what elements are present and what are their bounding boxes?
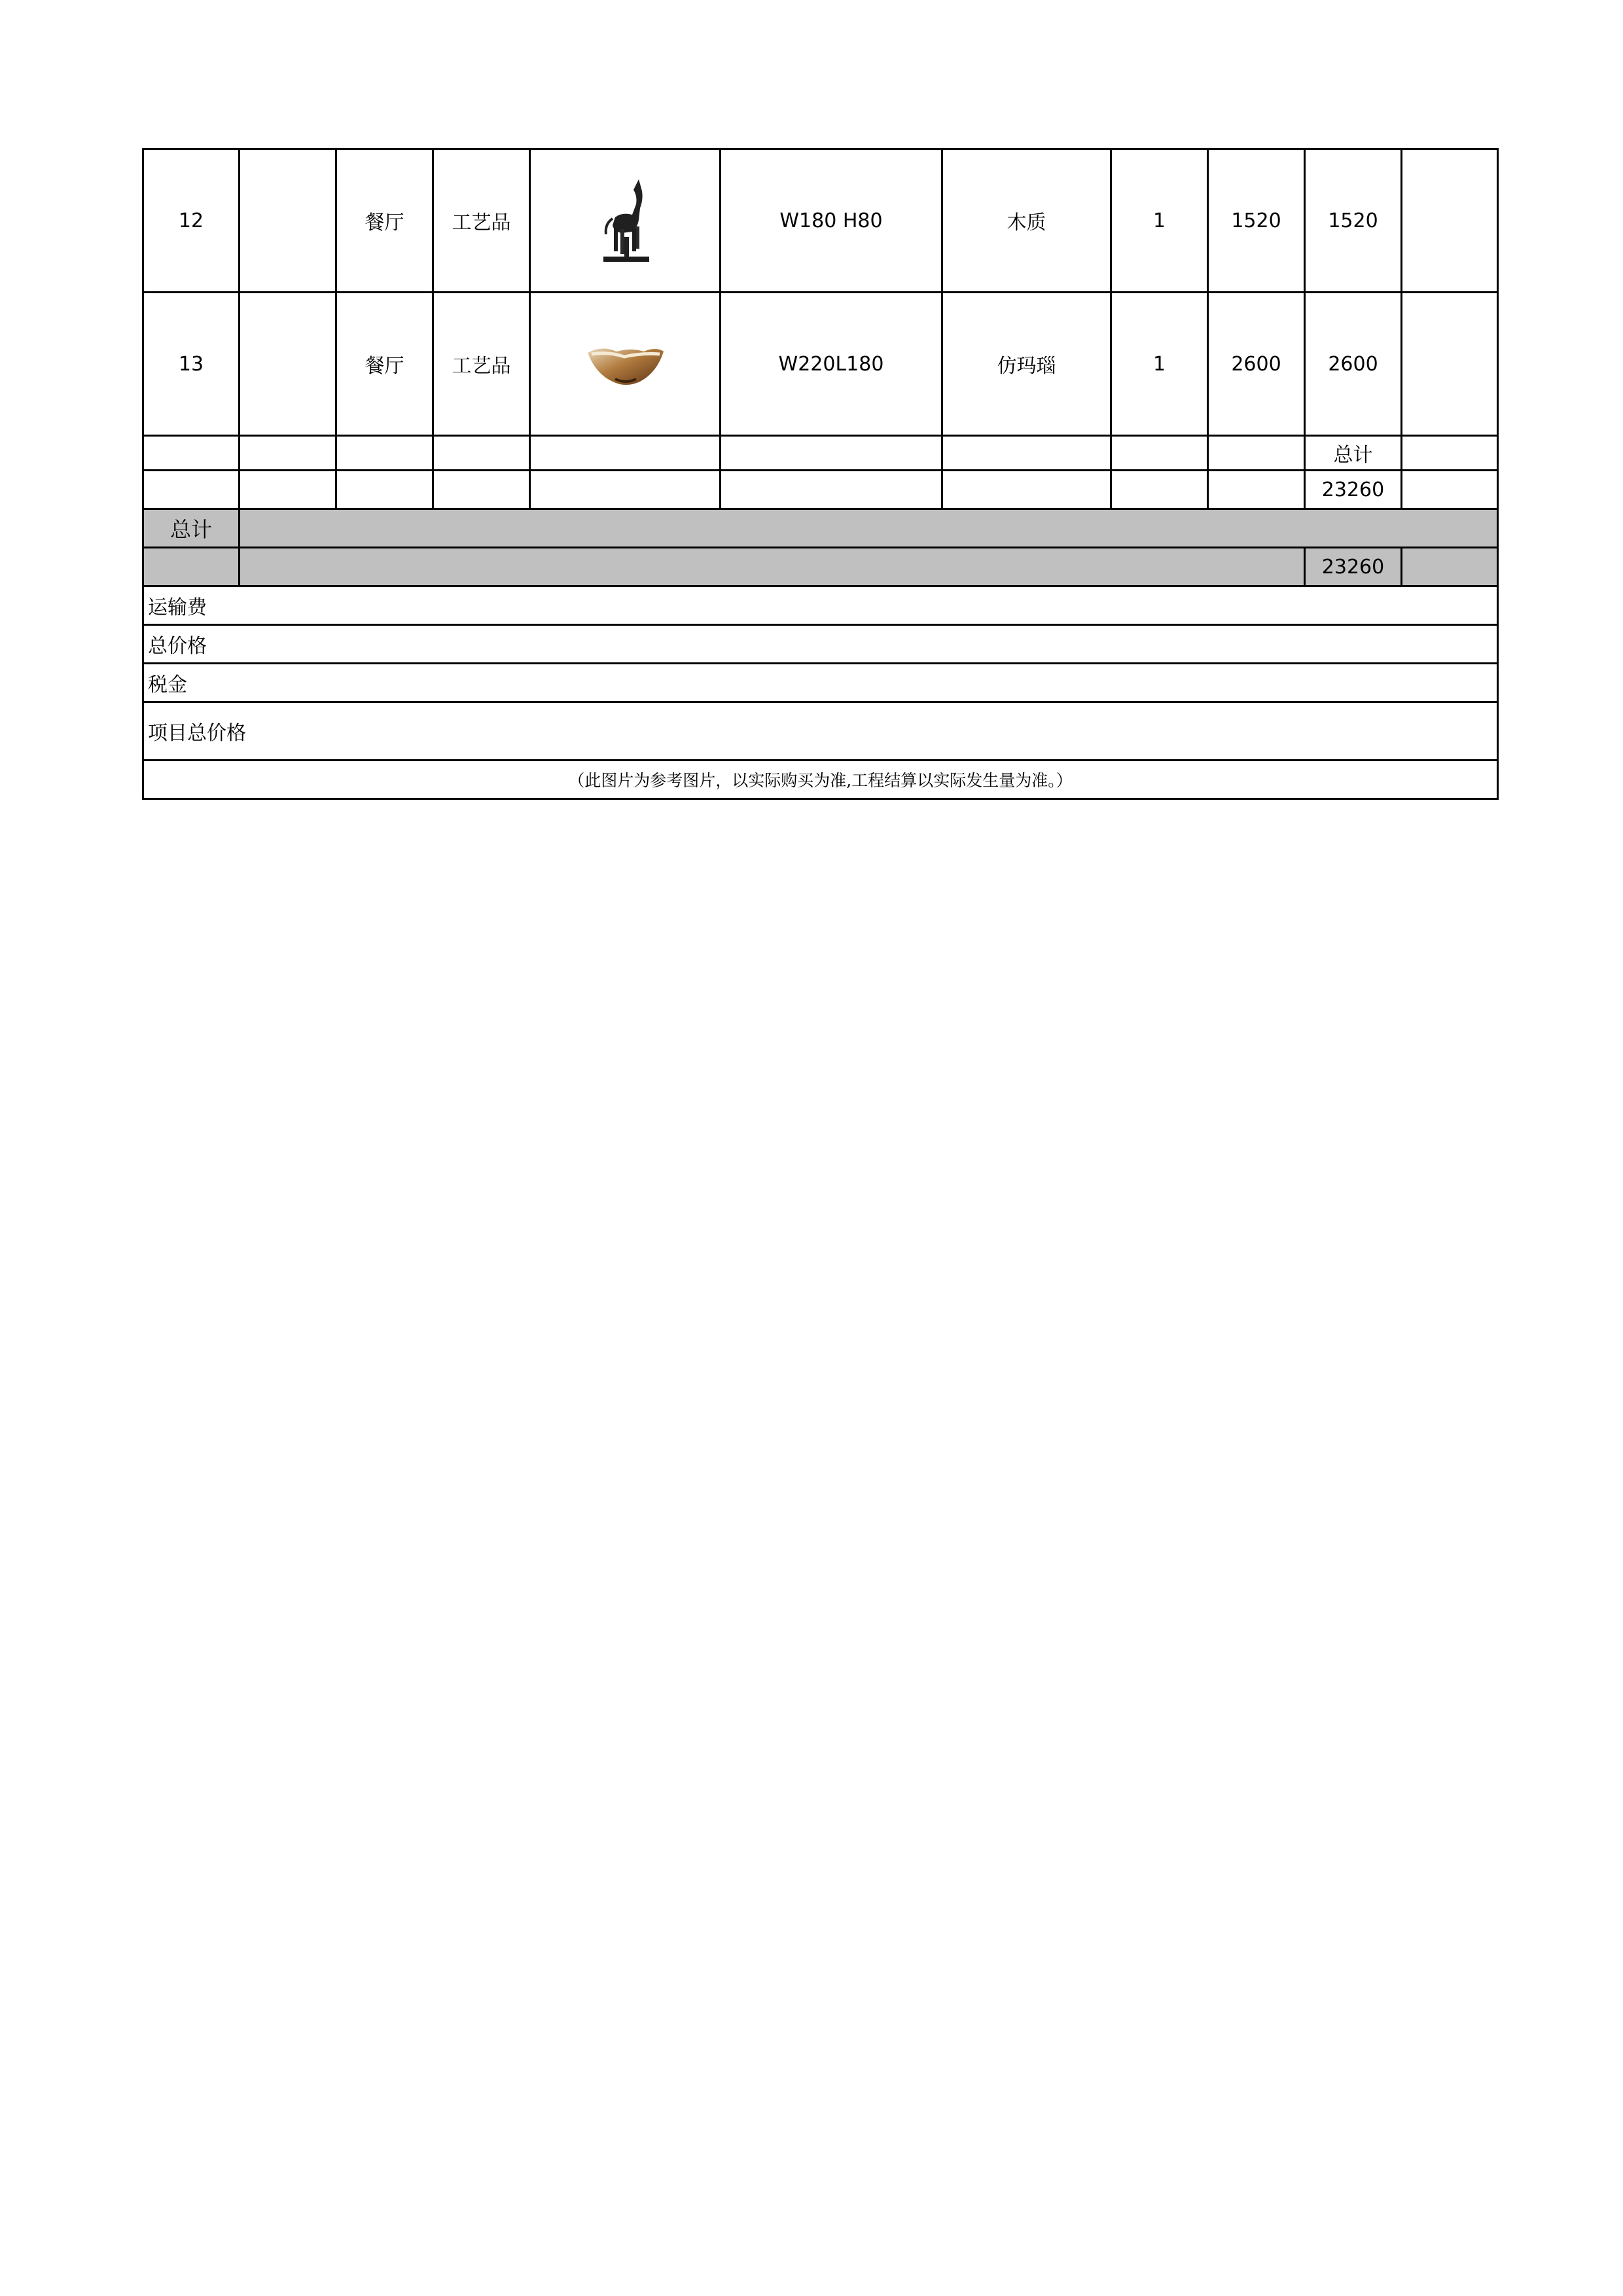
item-image-cell — [529, 291, 721, 437]
item-amount-cell: 2600 — [1304, 291, 1402, 437]
item-amount-cell: 1520 — [1304, 148, 1402, 293]
item-blank-cell — [238, 291, 337, 437]
item-material-cell: 木质 — [941, 148, 1112, 293]
item-size-cell: W180 H80 — [719, 148, 943, 293]
item-category-cell: 工艺品 — [432, 291, 531, 437]
empty-cell — [941, 469, 1112, 510]
subtotal-value: 23260 — [1304, 469, 1402, 510]
project-total-row: 项目总价格 — [142, 701, 1499, 761]
empty-cell — [432, 469, 531, 510]
empty-cell — [238, 469, 337, 510]
item-area-cell: 餐厅 — [335, 148, 434, 293]
item-quantity-cell: 1 — [1110, 148, 1209, 293]
item-quantity-cell: 1 — [1110, 291, 1209, 437]
item-unit-price-cell: 2600 — [1207, 291, 1306, 437]
empty-cell — [238, 435, 337, 471]
item-remark-cell — [1400, 291, 1499, 437]
empty-cell — [719, 435, 943, 471]
grand-total-header-band — [238, 508, 1499, 548]
empty-cell — [529, 469, 721, 510]
item-unit-price-cell: 1520 — [1207, 148, 1306, 293]
item-remark-cell — [1400, 148, 1499, 293]
quotation-table — [142, 148, 1499, 800]
item-category-cell: 工艺品 — [432, 148, 531, 293]
empty-cell — [1207, 469, 1306, 510]
empty-cell — [1400, 547, 1499, 587]
grand-total-value: 23260 — [1304, 547, 1402, 587]
item-number-cell: 12 — [142, 148, 240, 293]
empty-cell — [142, 469, 240, 510]
empty-cell — [335, 435, 434, 471]
item-image-cell — [529, 148, 721, 293]
total-price-row: 总价格 — [142, 624, 1499, 664]
empty-cell — [1400, 435, 1499, 471]
reference-note: （此图片为参考图片，以实际购买为准,工程结算以实际发生量为准。） — [142, 759, 1499, 800]
item-blank-cell — [238, 148, 337, 293]
empty-cell — [335, 469, 434, 510]
empty-cell — [432, 435, 531, 471]
grand-total-label: 总计 — [142, 508, 240, 548]
item-size-cell: W220L180 — [719, 291, 943, 437]
empty-cell — [1207, 435, 1306, 471]
agate-bowl-icon — [576, 315, 674, 413]
subtotal-label: 总计 — [1304, 435, 1402, 471]
empty-cell — [1110, 435, 1209, 471]
shipping-fee-row: 运输费 — [142, 585, 1499, 626]
horse-sculpture-icon — [576, 171, 674, 270]
empty-cell — [142, 547, 240, 587]
item-number-cell: 13 — [142, 291, 240, 437]
grand-total-band — [238, 547, 1306, 587]
item-area-cell: 餐厅 — [335, 291, 434, 437]
item-material-cell: 仿玛瑙 — [941, 291, 1112, 437]
empty-cell — [529, 435, 721, 471]
empty-cell — [719, 469, 943, 510]
tax-row: 税金 — [142, 662, 1499, 703]
empty-cell — [1400, 469, 1499, 510]
empty-cell — [941, 435, 1112, 471]
empty-cell — [142, 435, 240, 471]
empty-cell — [1110, 469, 1209, 510]
